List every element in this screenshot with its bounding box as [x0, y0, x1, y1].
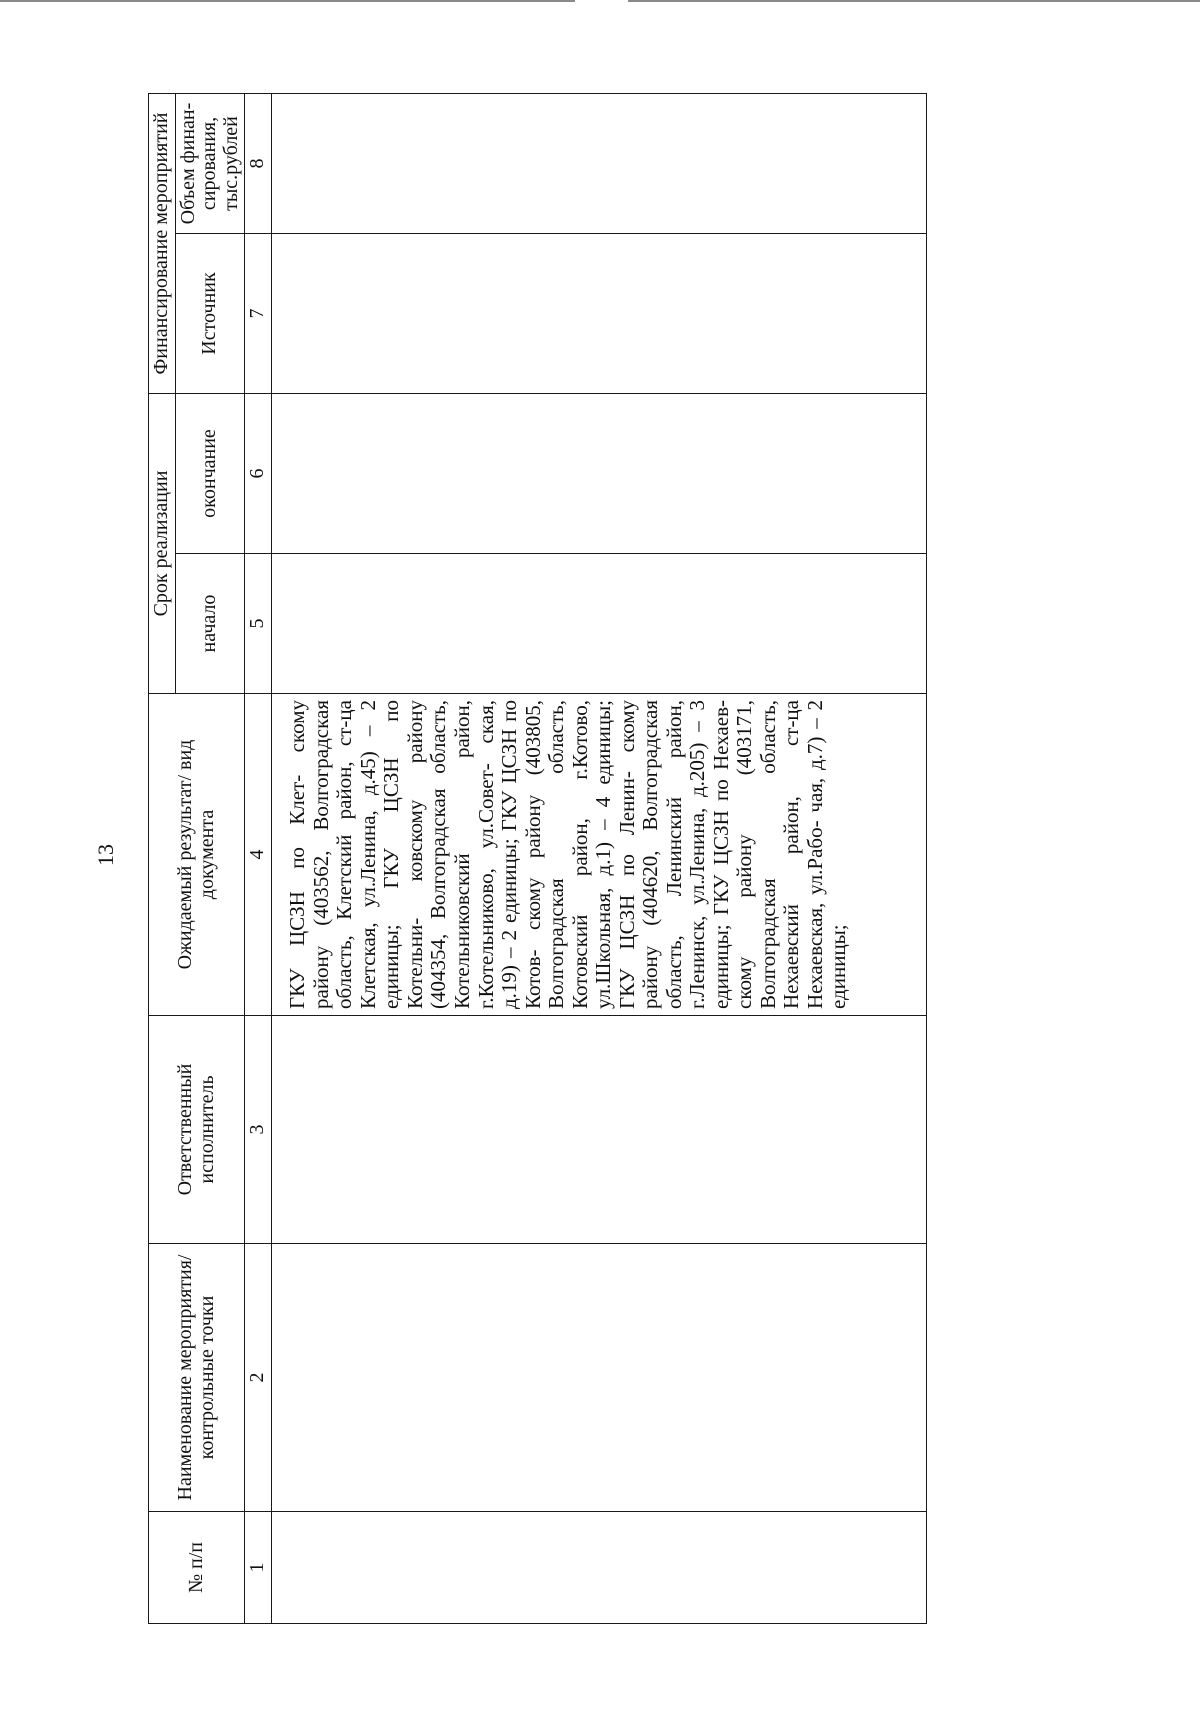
column-number: 1 [245, 1512, 272, 1624]
scan-edge-left [0, 0, 575, 2]
column-number: 8 [245, 94, 272, 234]
rotated-table-block [148, 94, 1048, 1624]
header-row-1 [149, 94, 176, 1624]
column-number: 2 [245, 1244, 272, 1512]
header-expected-result: Ожидаемый результат/ вид документа [149, 694, 245, 1016]
header-responsible: Ответственный исполнитель [149, 1016, 245, 1244]
column-number-row [245, 94, 272, 1624]
activities-table [148, 93, 927, 1624]
header-end: окончание [175, 394, 245, 554]
cell-start [272, 554, 927, 694]
cell-expected-result: ГКУ ЦСЗН по Клет- скому району (403562, Волгоградская область, Клетский район, ст-ца Клетская, ул.Ленина, д.45) – 2 единицы; ГКУ ЦСЗН по Котельни- ковскому району (404354, Волгоградская область, Котельниковский район, г.Котельниково, ул.Совет- ская, д.19) – 2 единицы; ГКУ ЦСЗН по Котов- скому району (403805, Волгоградская область, Котовский район, г.Котово, ул.Школьная, д.1) – 4 единицы; ГКУ ЦСЗН по Ленин- скому району (404620, Волгоградская область, Ленинский район, г.Ленинск, ул.Ленина, д.205) – 3 единицы; ГКУ ЦСЗН по Нехаев- скому району (403171, Волгоградская область, Нехаевский район, ст-ца Нехаевская, ул.Рабо- чая, д.7) – 2 единицы; [272, 694, 927, 1016]
header-activity-name: Наименование мероприятия/ контрольные точки [149, 1244, 245, 1512]
column-number: 5 [245, 554, 272, 694]
header-implementation-period: Срок реализации [149, 394, 176, 694]
header-source: Источник [175, 234, 245, 394]
header-number: № п/п [149, 1512, 245, 1624]
column-number: 6 [245, 394, 272, 554]
scan-edge-right [628, 0, 1200, 2]
header-financing: Финансирование мероприятий [149, 94, 176, 394]
column-number: 7 [245, 234, 272, 394]
cell-source [272, 234, 927, 394]
cell-activity-name [272, 1244, 927, 1512]
table-row [272, 94, 927, 1624]
cell-number [272, 1512, 927, 1624]
header-start: начало [175, 554, 245, 694]
cell-responsible [272, 1016, 927, 1244]
cell-end [272, 394, 927, 554]
column-number: 4 [245, 694, 272, 1016]
column-number: 3 [245, 1016, 272, 1244]
header-amount: Объем финан- сирования, тыс.рублей [175, 94, 245, 234]
page-number-text: 13 [93, 844, 118, 866]
cell-amount [272, 94, 927, 234]
